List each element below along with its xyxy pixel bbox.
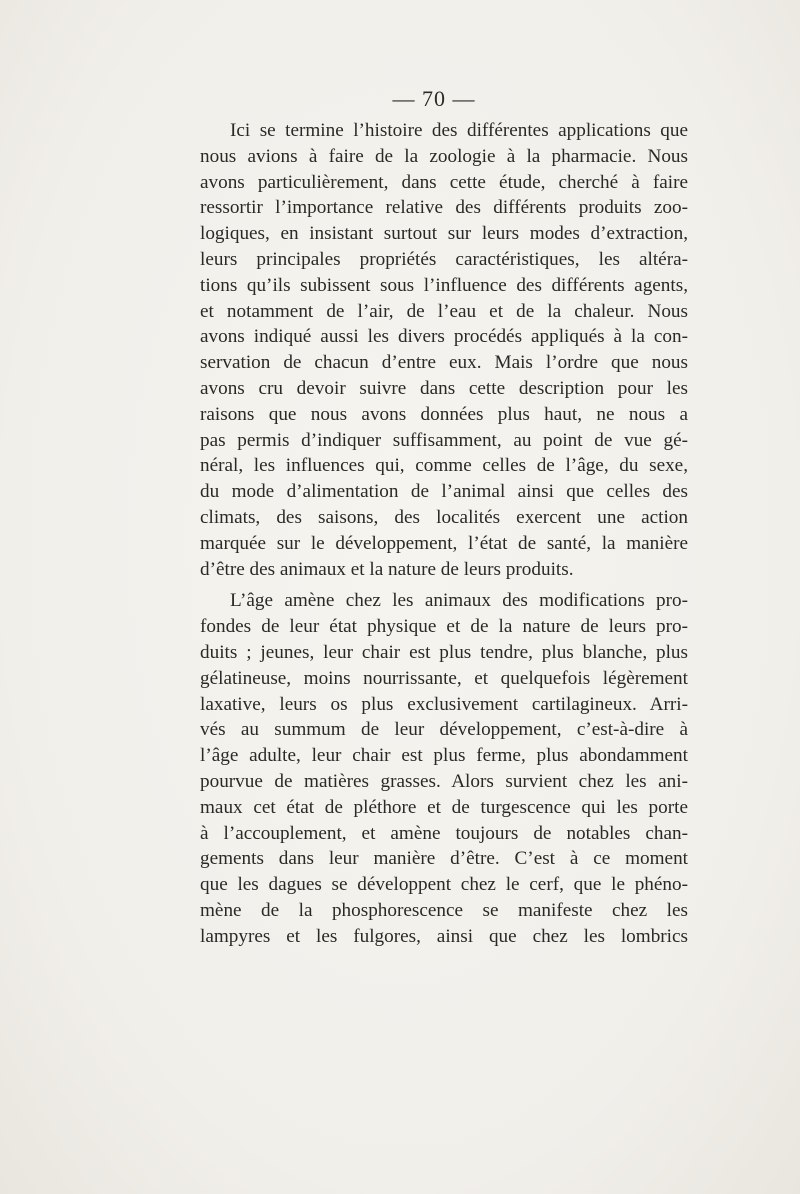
text-line: logiques, en insistant surtout sur leurs modes d’extraction, [200,223,688,245]
text-line: lampyres et les fulgores, ainsi que chez les lombrics [200,925,688,947]
text-line: du mode d’alimentation de l’animal ainsi que celles des [200,481,688,503]
text-line: pourvue de matières grasses. Alors survient chez les ani- [200,770,688,792]
page-number: — 70 — [392,86,476,111]
text-line: servation de chacun d’entre eux. Mais l’ordre que nous [200,352,688,374]
text-line: avons cru devoir suivre dans cette description pour les [200,377,688,399]
paragraph [200,118,688,582]
text-line: fondes de leur état physique et de la nature de leurs pro- [200,616,688,638]
text-line: duits ; jeunes, leur chair est plus tendre, plus blanche, plus [200,641,688,663]
text-line: d’être des animaux et la nature de leurs produits. [200,558,574,580]
text-line: marquée sur le développement, l’état de santé, la manière [200,532,688,554]
body-text [200,118,688,950]
text-line: ressortir l’importance relative des différents produits zoo- [200,197,688,219]
text-line: avons indiqué aussi les divers procédés appliqués à la con- [200,326,688,348]
text-line: L’âge amène chez les animaux des modifications pro- [230,590,688,612]
text-line: raisons que nous avons données plus haut, ne nous a [200,403,688,425]
text-line: l’âge adulte, leur chair est plus ferme, plus abondamment [200,745,688,767]
text-line: pas permis d’indiquer suffisamment, au point de vue gé- [200,429,688,451]
text-line: gélatineuse, moins nourrissante, et quelquefois légèrement [200,667,688,689]
text-line: leurs principales propriétés caractéristiques, les altéra- [200,248,688,270]
text-line: Ici se termine l’histoire des différentes applications que [230,120,688,141]
text-line: avons particulièrement, dans cette étude, cherché à faire [200,171,688,193]
text-line: néral, les influences qui, comme celles de l’âge, du sexe, [200,455,688,477]
text-line: tions qu’ils subissent sous l’influence des différents agents, [200,274,688,296]
text-line: maux cet état de pléthore et de turgescence qui les porte [200,796,688,818]
text-line: laxative, leurs os plus exclusivement cartilagineux. Arri- [200,693,688,715]
text-line: mène de la phosphorescence se manifeste chez les [200,899,688,921]
text-line: climats, des saisons, des localités exercent une action [200,506,688,528]
text-line: nous avions à faire de la zoologie à la pharmacie. Nous [200,145,688,167]
paragraph [200,588,688,949]
text-line: et notamment de l’air, de l’eau et de la chaleur. Nous [200,300,688,322]
text-line: gements dans leur manière d’être. C’est à ce moment [200,848,688,870]
text-line: à l’accouplement, et amène toujours de notables chan- [200,822,688,844]
text-line: que les dagues se développent chez le cerf, que le phéno- [200,874,688,896]
text-line: vés au summum de leur développement, c’est-à-dire à [200,719,688,741]
